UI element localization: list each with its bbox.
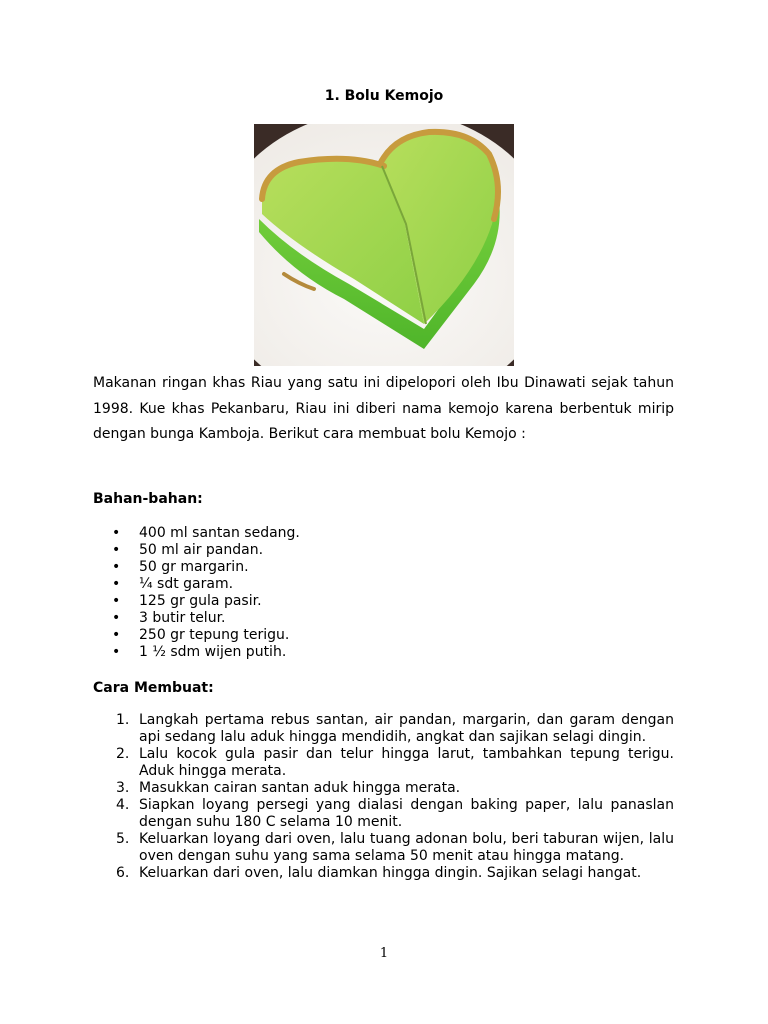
steps-list	[93, 712, 674, 882]
step-number: 2.	[116, 746, 130, 762]
list-item: 5. Keluarkan loyang dari oven, lalu tuang adonan bolu, beri taburan wijen, lalu oven dengan suhu yang sama selama 50 menit atau hingga matang.	[116, 831, 674, 864]
step-number: 1.	[116, 712, 130, 728]
list-item: 1. Langkah pertama rebus santan, air pandan, margarin, dan garam dengan api sedang lalu aduk hingga mendidih, angkat dan sajikan selagi dingin.	[116, 712, 674, 745]
list-item: 3. Masukkan cairan santan aduk hingga merata.	[116, 780, 461, 796]
page-title: 1. Bolu Kemojo	[324, 88, 444, 104]
list-item: 4. Siapkan loyang persegi yang dialasi dengan baking paper, lalu panaslan dengan suhu 180 C selama 10 menit.	[116, 797, 674, 830]
page-number: 1	[379, 946, 389, 961]
list-item: • 125 gr gula pasir.	[112, 593, 262, 609]
ingredients-heading: Bahan-bahan:	[93, 491, 203, 507]
list-item: • 50 gr margarin.	[112, 559, 249, 575]
steps-heading: Cara Membuat:	[93, 680, 214, 696]
bullet-icon: •	[112, 644, 121, 660]
step-number: 4.	[116, 797, 130, 813]
bullet-icon: •	[112, 559, 121, 575]
list-item: 6. Keluarkan dari oven, lalu diamkan hingga dingin. Sajikan selagi hangat.	[116, 865, 642, 881]
list-item: • ¼ sdt garam.	[112, 576, 234, 592]
bullet-icon: •	[112, 627, 121, 643]
bullet-icon: •	[112, 576, 121, 592]
step-number: 6.	[116, 865, 130, 881]
bullet-icon: •	[112, 542, 121, 558]
list-item: • 50 ml air pandan.	[112, 542, 264, 558]
list-item: • 250 gr tepung terigu.	[112, 627, 290, 643]
bullet-icon: •	[112, 525, 121, 541]
bolu-kemojo-photo	[254, 124, 514, 366]
list-item: • 1 ½ sdm wijen putih.	[112, 644, 287, 660]
intro-paragraph: Makanan ringan khas Riau yang satu ini dipelopori oleh Ibu Dinawati sejak tahun 1998. Kue khas Pekanbaru, Riau ini diberi nama kemojo karena berbentuk mirip dengan bunga Kamboja. Berikut cara membuat bolu Kemojo :	[93, 375, 674, 442]
ingredients-list	[93, 525, 720, 661]
bullet-icon: •	[112, 610, 121, 626]
list-item: 2. Lalu kocok gula pasir dan telur hingga larut, tambahkan tepung terigu. Aduk hingga merata.	[116, 746, 674, 779]
step-number: 5.	[116, 831, 130, 847]
list-item: • 3 butir telur.	[112, 610, 226, 626]
bullet-icon: •	[112, 593, 121, 609]
step-number: 3.	[116, 780, 130, 796]
list-item: • 400 ml santan sedang.	[112, 525, 300, 541]
